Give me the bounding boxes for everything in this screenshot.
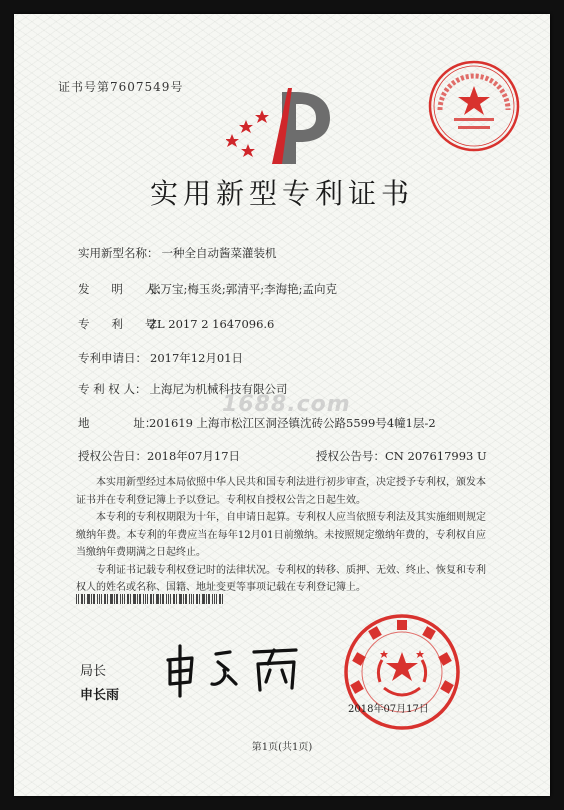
field-value: ZL 2017 2 1647096.6 [149,317,275,331]
field-value: 201619 上海市松江区洞泾镇沈砖公路5599号4幢1层-2 [149,416,436,430]
field-label: 专 利 权 人： [78,382,147,396]
field-inventor [78,281,337,297]
field-value: 2017年12月01日 [150,351,244,365]
grant-date-value: 2018年07月17日 [147,449,241,463]
certificate-body [76,474,486,597]
body-paragraph: 本实用新型经过本局依照中华人民共和国专利法进行初步审查，决定授予专利权，颁发本证书并在专利登记簿上予以登记。专利权自授权公告之日起生效。 [76,477,486,506]
field-filing-date [78,350,243,366]
field-patent-number [78,316,274,332]
grant-date-label: 授权公告日： [78,449,147,463]
grant-number-label: 授权公告号： [316,449,385,463]
field-utility-name [78,245,277,261]
grant-number-value: CN 207617993 U [385,449,487,463]
barcode [76,594,224,604]
logo-star-1 [226,134,239,147]
field-label: 专利申请日： [78,351,147,365]
director-title: 局长 [80,664,107,679]
field-value: 张万宝;梅玉炎;郭清平;李海艳;孟向克 [149,282,337,296]
field-value: 一种全自动酱菜灌装机 [161,246,277,260]
seal-date: 2018年07月17日 [348,704,429,715]
body-paragraph: 专利证书记载专利权登记时的法律状况。专利权的转移、质押、无效、终止、恢复和专利权人的姓名或名称、国籍、地址变更等事项记载在专利登记簿上。 [76,564,486,593]
field-label: 实用新型名称： [78,246,159,260]
logo-star-4 [241,144,255,157]
grant-info-row [78,448,487,464]
patent-office-logo [226,82,338,166]
field-label: 发 明 人： [78,282,168,296]
agency-seal [424,56,524,156]
field-address [78,415,436,431]
logo-star-3 [255,110,269,123]
body-paragraph: 本专利的专利权期限为十年，自申请日起算。专利权人应当依照专利法及其实施细则规定缴纳年费。本专利的年费应当在每年12月01日前缴纳。未按照规定缴纳年费的，专利权自应当缴纳年费期满之日起终止。 [76,512,486,558]
page-footer: 第1页(共1页) [251,742,313,753]
director-signature [158,640,308,700]
grant-number [316,448,487,464]
national-ip-office-seal [340,610,464,734]
certificate-number: 证书号第7607549号 [58,80,184,94]
logo-star-2 [239,120,253,133]
director-name: 申长雨 [80,688,120,703]
field-value: 上海尼为机械科技有限公司 [149,382,288,396]
field-label: 地 址： [78,416,157,430]
field-label: 专 利 号： [78,317,168,331]
certificate-title: 实用新型专利证书 [149,177,414,210]
watermark: 1688.com [222,392,351,417]
